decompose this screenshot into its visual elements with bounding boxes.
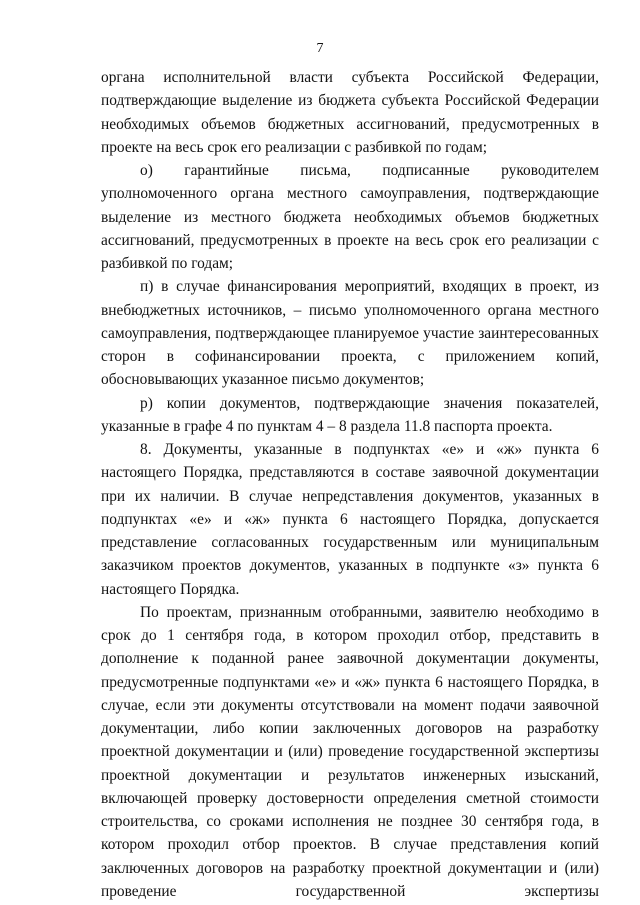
page-number: 7 (316, 41, 324, 56)
paragraph-selected-projects: По проектам, признанным отобранными, заявителю необходимо в срок до 1 сентября года, в котором проходил отбор, представить в дополнение к поданной ранее заявочной документации документы, предусмотренные подпунктами «е» и «ж» пункта 6 настоящего Порядка, в случае, если эти документы отсутствовали на момент подачи заявочной документации, либо копии заключенных договоров на разработку проектной документации и (или) проведение государственной экспертизы проектной документации и результатов инженерных изысканий, включающей проверку достоверности определения сметной стоимости строительства, со сроками исполнения не позднее 30 сентября года, в котором проходил отбор проектов. В случае представления копий заключенных договоров на разработку проектной документации и (или) проведение государственной экспертизы (101, 603, 599, 900)
document-body (101, 66, 599, 903)
paragraph-point-8-documents: 8. Документы, указанные в подпунктах «е» и «ж» пункта 6 настоящего Порядка, представляются в составе заявочной документации при их наличии. В случае непредставления документов, указанных в подпунктах «е» и «ж» пункта 6 настоящего Порядка, допускается представление согласованных государственным или муниципальным заказчиком проектов документов, указанных в подпункте «з» пункта 6 настоящего Порядка. (101, 441, 599, 598)
paragraph-item-r-indicator-documents: р) копии документов, подтверждающие значения показателей, указанные в графе 4 по пунктам 4 – 8 раздела 11.8 паспорта проекта. (101, 394, 599, 435)
paragraph-continuation-budget-allocation: органа исполнительной власти субъекта Российской Федерации, подтверждающие выделение из бюджета субъекта Российской Федерации необходимых объемов бюджетных ассигнований, предусмотренных в проекте на весь срок его реализации с разбивкой по годам; (101, 69, 599, 156)
paragraph-item-o-guarantee-letters: о) гарантийные письма, подписанные руководителем уполномоченного органа местного самоуправления, подтверждающие выделение из местного бюджета необходимых объемов бюджетных ассигнований, предусмотренных в проекте на весь срок его реализации с разбивкой по годам; (101, 162, 599, 272)
paragraph-item-p-extrabudgetary-funding: п) в случае финансирования мероприятий, входящих в проект, из внебюджетных источников, – письмо уполномоченного органа местного самоуправления, подтверждающее планируемое участие заинтересованных сторон в софинансировании проекта, с приложением копий, обосновывающих указанное письмо документов; (101, 278, 599, 389)
